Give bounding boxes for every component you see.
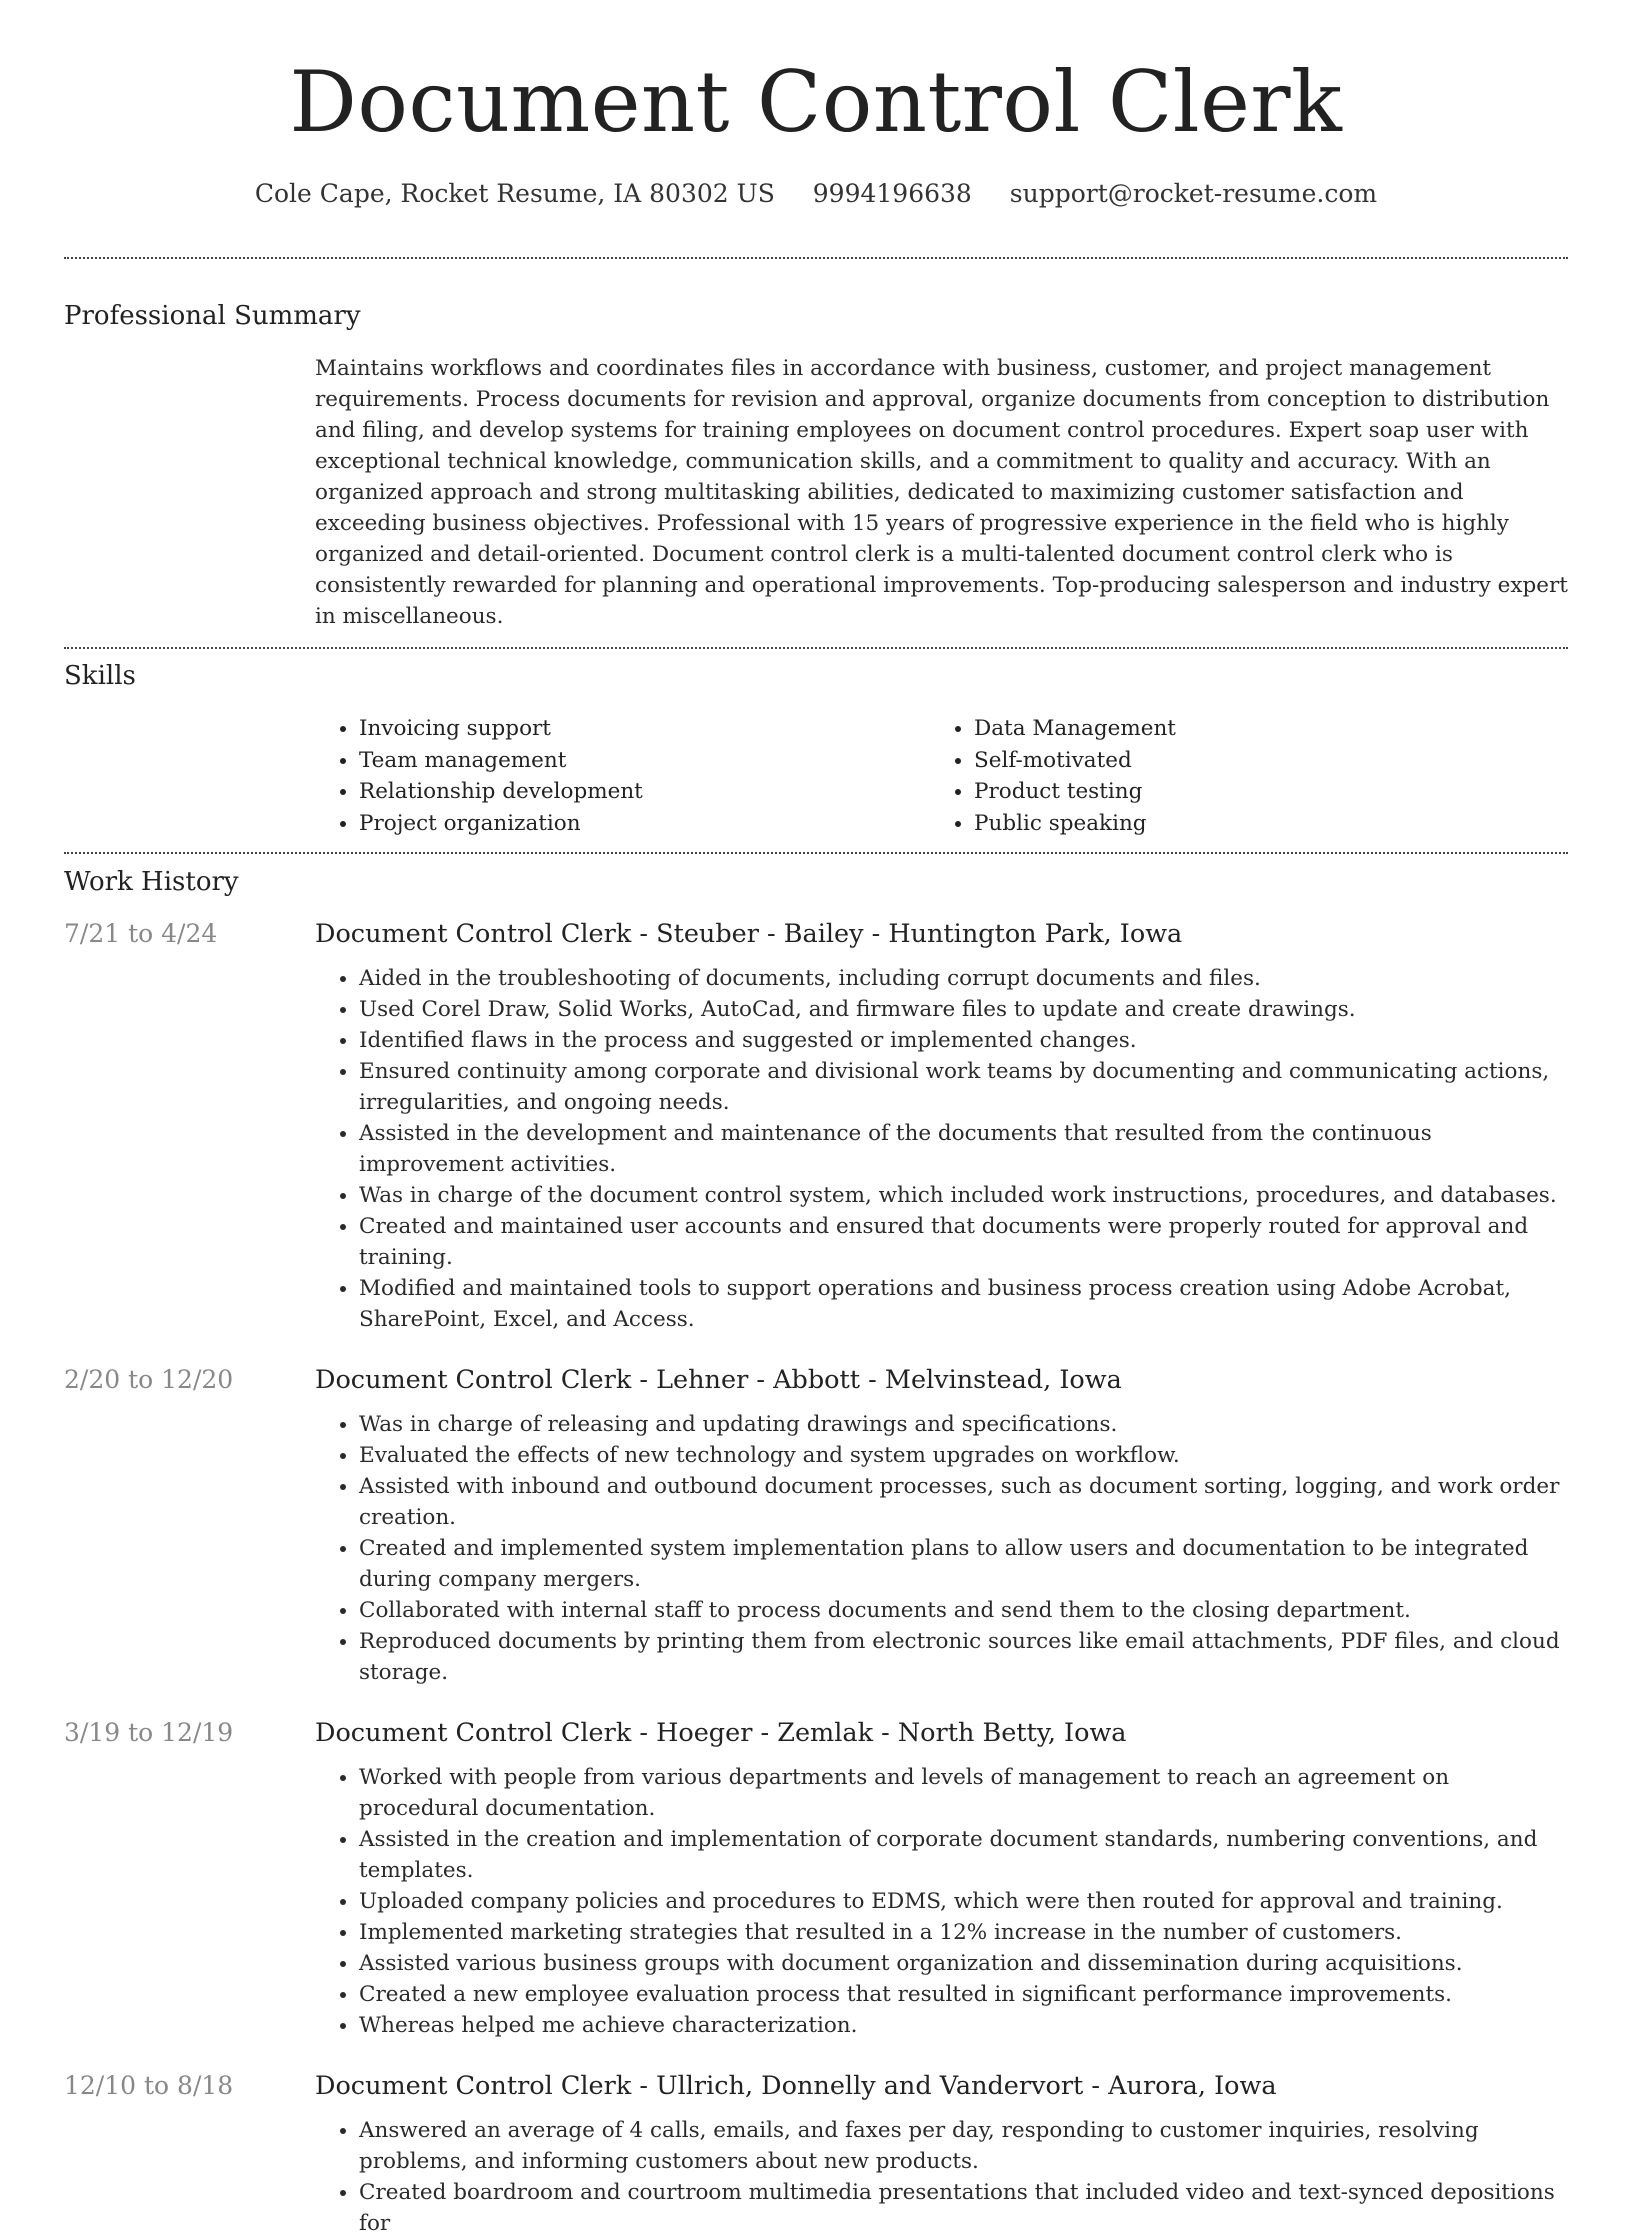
summary-section xyxy=(64,299,1568,632)
job-title: Document Control Clerk - Ullrich, Donnelly and Vandervort - Aurora, Iowa xyxy=(315,2071,1277,2101)
job-bullet: • Whereas helped me achieve characterization. xyxy=(359,2010,1568,2041)
skill-item: • Relationship development xyxy=(359,776,930,808)
job-dates: 7/21 to 4/24 xyxy=(64,919,218,948)
job-bullet: • Assisted with inbound and outbound document processes, such as document sorting, logging, and work order creation. xyxy=(359,1471,1568,1533)
skills-columns xyxy=(315,713,1568,839)
skill-item: • Project organization xyxy=(359,808,930,840)
skills-heading: Skills xyxy=(64,661,136,691)
contact-address: Cole Cape, Rocket Resume, IA 80302 US xyxy=(254,179,775,208)
skills-section xyxy=(64,659,1568,839)
skill-item: • Public speaking xyxy=(974,808,1545,840)
job-bullet: • Assisted various business groups with document organization and dissemination during acquisitions. xyxy=(359,1948,1568,1979)
job-bullet: • Modified and maintained tools to support operations and business process creation using Adobe Acrobat, SharePoint, Excel, and Access. xyxy=(359,1273,1568,1335)
job-dates: 12/10 to 8/18 xyxy=(64,2071,234,2100)
contact-line xyxy=(64,178,1568,210)
job-entry xyxy=(64,919,1568,1335)
resume-name: Document Control Clerk xyxy=(289,53,1343,151)
job-title: Document Control Clerk - Lehner - Abbott - Melvinstead, Iowa xyxy=(315,1365,1122,1395)
job-bullet: • Identified flaws in the process and suggested or implemented changes. xyxy=(359,1025,1568,1056)
job-bullet: • Answered an average of 4 calls, emails, and faxes per day, responding to customer inquiries, resolving problems, and informing customers about new products. xyxy=(359,2115,1568,2177)
contact-phone: 9994196638 xyxy=(812,179,972,208)
job-bullets xyxy=(315,2115,1568,2239)
job-bullet: • Reproduced documents by printing them from electronic sources like email attachments, PDF files, and cloud storage. xyxy=(359,1626,1568,1688)
job-bullet: • Created and implemented system implementation plans to allow users and documentation to be integrated during company mergers. xyxy=(359,1533,1568,1595)
job-bullets xyxy=(315,1409,1568,1688)
work-history-heading: Work History xyxy=(64,867,239,897)
job-entry xyxy=(64,1365,1568,1688)
job-bullet: • Collaborated with internal staff to process documents and send them to the closing department. xyxy=(359,1595,1568,1626)
job-bullet: • Aided in the troubleshooting of documents, including corrupt documents and files. xyxy=(359,963,1568,994)
job-entry xyxy=(64,2071,1568,2239)
section-divider xyxy=(64,852,1568,854)
skill-item: • Data Management xyxy=(974,713,1545,745)
skills-right-list xyxy=(930,713,1545,839)
job-bullets xyxy=(315,963,1568,1335)
job-bullet: • Assisted in the development and maintenance of the documents that resulted from the continuous improvement activities. xyxy=(359,1118,1568,1180)
job-bullet: • Created boardroom and courtroom multimedia presentations that included video and text-synced depositions for xyxy=(359,2177,1568,2239)
work-history-section xyxy=(64,865,1568,2239)
contact-email: support@rocket-resume.com xyxy=(1009,179,1378,208)
job-title: Document Control Clerk - Steuber - Bailey - Huntington Park, Iowa xyxy=(315,919,1183,949)
skill-item: • Self-motivated xyxy=(974,745,1545,777)
job-header xyxy=(64,2071,1568,2101)
job-entry xyxy=(64,1718,1568,2041)
summary-heading: Professional Summary xyxy=(64,301,361,331)
summary-text: Maintains workflows and coordinates files in accordance with business, customer, and project management requirements. Process documents for revision and approval, organize documents from conception to distribution and filing, and develop systems for training employees on document control procedures. Expert soap user with exceptional technical knowledge, communication skills, and a commitment to quality and accuracy. With an organized approach and strong multitasking abilities, dedicated to maximizing customer satisfaction and exceeding business objectives. Professional with 15 years of progressive experience in the field who is highly organized and detail-oriented. Document control clerk is a multi-talented document control clerk who is consistently rewarded for planning and operational improvements. Top-producing salesperson and industry expert in miscellaneous. xyxy=(315,356,1568,629)
job-bullet: • Worked with people from various departments and levels of management to reach an agreement on procedural documentation. xyxy=(359,1762,1568,1824)
job-header xyxy=(64,1365,1568,1395)
job-bullet: • Was in charge of releasing and updating drawings and specifications. xyxy=(359,1409,1568,1440)
job-bullet: • Assisted in the creation and implementation of corporate document standards, numbering conventions, and templates. xyxy=(359,1824,1568,1886)
job-bullet: • Used Corel Draw, Solid Works, AutoCad, and firmware files to update and create drawings. xyxy=(359,994,1568,1025)
section-divider xyxy=(64,257,1568,259)
job-bullet: • Created a new employee evaluation process that resulted in significant performance improvements. xyxy=(359,1979,1568,2010)
job-bullet: • Implemented marketing strategies that resulted in a 12% increase in the number of customers. xyxy=(359,1917,1568,1948)
skill-item: • Invoicing support xyxy=(359,713,930,745)
job-dates: 2/20 to 12/20 xyxy=(64,1365,234,1394)
skills-left-list xyxy=(315,713,930,839)
job-bullet: • Created and maintained user accounts and ensured that documents were properly routed for approval and training. xyxy=(359,1211,1568,1273)
job-header xyxy=(64,919,1568,949)
skill-item: • Team management xyxy=(359,745,930,777)
job-bullet: • Evaluated the effects of new technology and system upgrades on workflow. xyxy=(359,1440,1568,1471)
job-bullet: • Ensured continuity among corporate and divisional work teams by documenting and communicating actions, irregularities, and ongoing needs. xyxy=(359,1056,1568,1118)
skill-item: • Product testing xyxy=(974,776,1545,808)
job-dates: 3/19 to 12/19 xyxy=(64,1718,234,1747)
job-bullet: • Was in charge of the document control system, which included work instructions, procedures, and databases. xyxy=(359,1180,1568,1211)
job-title: Document Control Clerk - Hoeger - Zemlak - North Betty, Iowa xyxy=(315,1718,1127,1748)
job-header xyxy=(64,1718,1568,1748)
section-divider xyxy=(64,647,1568,649)
job-bullets xyxy=(315,1762,1568,2041)
job-bullet: • Uploaded company policies and procedures to EDMS, which were then routed for approval and training. xyxy=(359,1886,1568,1917)
